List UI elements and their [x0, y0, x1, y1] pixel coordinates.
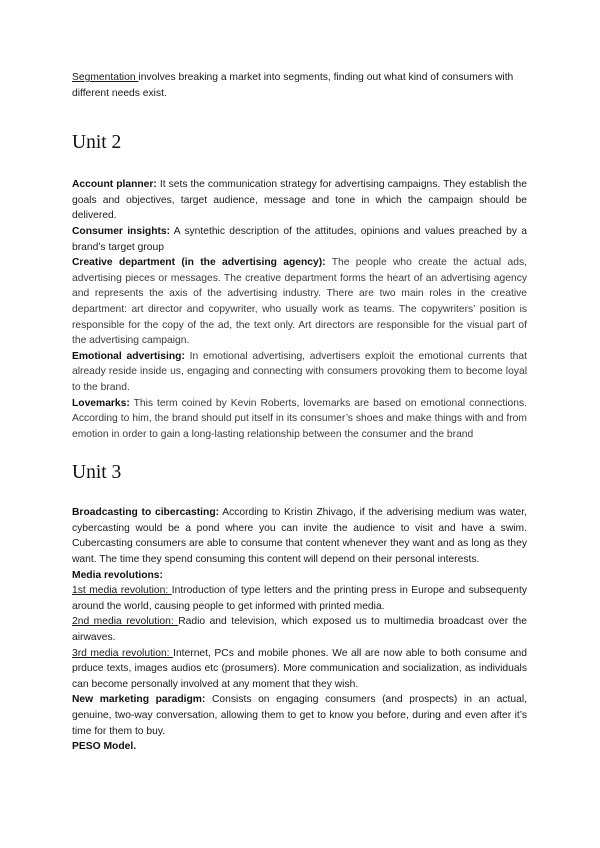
lovemarks-term: Lovemarks: — [72, 397, 130, 409]
segmentation-paragraph — [72, 70, 527, 101]
consumer-insights-entry — [72, 224, 527, 255]
broadcasting-term: Broadcasting to cibercasting: — [72, 507, 220, 519]
creative-department-entry — [72, 255, 527, 349]
account-planner-entry — [72, 177, 527, 224]
second-revolution-term: 2nd media revolution: — [72, 616, 179, 628]
creative-department-term: Creative department (in the advertising agency): — [72, 257, 326, 269]
new-marketing-paradigm-term: New marketing paradigm: — [72, 694, 206, 706]
first-revolution-definition: Introduction of type letters and the printing press in Europe and subsequenty around the world, causing people to get informed with printed media. — [72, 585, 527, 612]
second-revolution-definition: Radio and television, which exposed us to multimedia broadcast over the airwaves. — [72, 616, 527, 644]
segmentation-term: Segmentation — [72, 72, 139, 83]
unit-3-heading: Unit 3 — [72, 462, 122, 484]
emotional-advertising-entry — [72, 349, 527, 396]
creative-department-definition: The people who create the actual ads, advertising pieces or messages. The creative department forms the heart of an advertising agency and represents the axis of the advertising industry. There are two main roles in the creative department: art director and copywriter, who usually work as teams. The copywriters’ position is responsible for the copy of the ad, the text only. Art directors are responsible for the visual part of the advertising campaign. — [72, 257, 527, 347]
lovemarks-definition: This term coined by Kevin Roberts, lovemarks are based on emotional connections. According to him, the brand should put itself in its consumer’s shoes and make things with and from emotion in order to gain a long-lasting relationship between the consumer and the brand — [72, 397, 527, 440]
consumer-insights-term: Consumer insights: — [72, 225, 171, 237]
media-revolutions-label: Media revolutions: — [72, 569, 163, 581]
peso-model-label: PESO Model. — [72, 741, 137, 753]
document-page — [72, 70, 527, 755]
unit-2-heading: Unit 2 — [72, 132, 122, 154]
emotional-advertising-definition: In emotional advertising, advertisers exploit the emotional currents that already reside inside us, engaging and connecting with consumers provoking them to become loyal to the brand. — [72, 350, 527, 393]
broadcasting-definition: According to Kristin Zhivago, if the adverising medium was water, cybercasting would be a pond where you can invite the audience to visit and have a swim. Cubercasting consumers are able to consume that content whenever they want and as long as they want. The time they spend consuming this content will depend on their personal interests. — [72, 507, 528, 566]
third-revolution-term: 3rd media revolution: — [72, 647, 174, 659]
segmentation-definition: involves breaking a market into segments, finding out what kind of consumers with different needs exist. — [72, 72, 514, 99]
third-revolution-entry — [72, 646, 527, 693]
second-revolution-entry — [72, 614, 527, 645]
emotional-advertising-term: Emotional advertising: — [72, 350, 185, 362]
media-revolutions-heading — [72, 568, 527, 584]
first-revolution-entry — [72, 583, 527, 614]
peso-model-entry — [72, 739, 527, 755]
new-marketing-paradigm-definition: Consists on engaging consumers (and prospects) in an actual, genuine, two-way conversation, allowing them to get to know you before, during and even after it’s time for them to buy. — [72, 694, 527, 737]
new-marketing-paradigm-entry — [72, 692, 527, 739]
account-planner-term: Account planner: — [72, 179, 157, 191]
first-revolution-term: 1st media revolution: — [72, 585, 172, 597]
third-revolution-definition: Internet, PCs and mobile phones. We all are now able to both consume and prduce texts, images audios etc (prosumers). More communication and socialization, as individuals can become personally involved at any moment that they wish. — [72, 647, 527, 690]
broadcasting-entry — [72, 505, 527, 567]
lovemarks-entry — [72, 396, 527, 443]
account-planner-definition: It sets the communication strategy for advertising campaigns. They establish the goals and objectives, target audience, message and tone in which the campaign should be delivered. — [72, 179, 528, 222]
consumer-insights-definition: A syntethic description of the attitudes, opinions and values preached by a brand’s target group — [72, 225, 527, 253]
